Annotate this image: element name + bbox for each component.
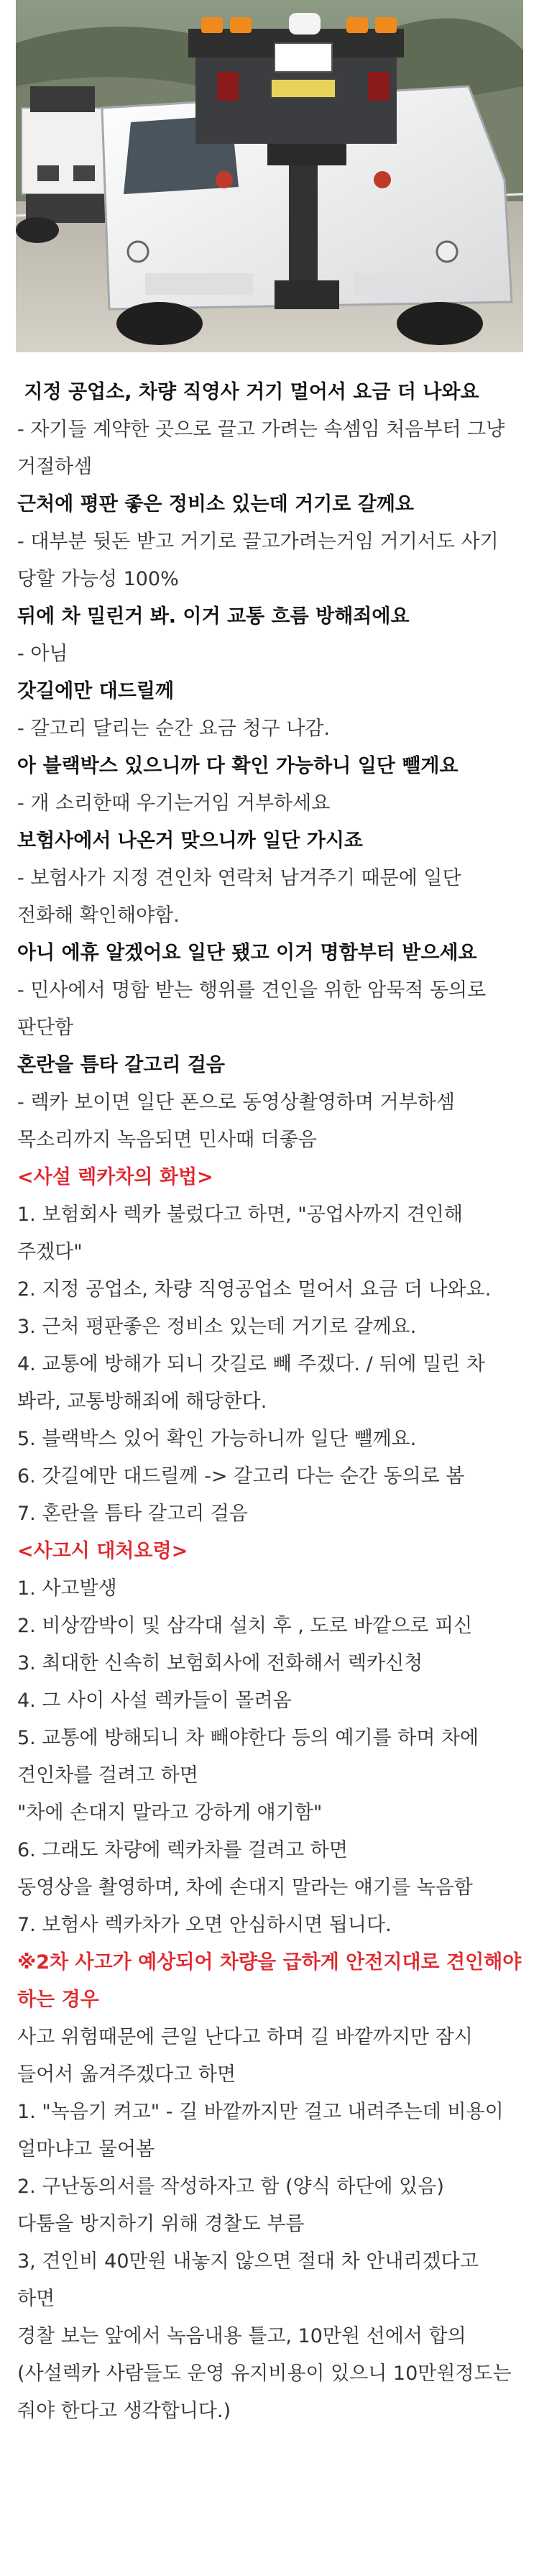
text-line: 2. 구난동의서를 작성하자고 함 (양식 하단에 있음) [17,2176,444,2198]
text-line: - 아님 [17,643,68,665]
tow-phrase-line: 지정 공업소, 차량 직영사 거기 멀어서 요금 더 나와요 [17,381,479,403]
text-line: 7. 보험사 렉카차가 오면 안심하시면 됩니다. [17,1914,392,1936]
tow-phrase-line: 근처에 평판 좋은 정비소 있는데 거기로 갈께요 [17,493,414,515]
text-line: 6. 갓길에만 대드릴께 -> 갈고리 다는 순간 동의로 봄 [17,1465,465,1488]
section-heading: <사설 렉카차의 화법> [17,1166,213,1188]
tow-phrase-line: 갓길에만 대드릴께 [17,680,175,702]
tow-phrase-line: 아 블랙박스 있으니까 다 확인 가능하니 일단 뺄게요 [17,755,459,777]
text-line: 4. 교통에 방해가 되니 갓길로 빼 주겠다. / 뒤에 밀린 차 봐라, 교통방해죄에 해당한다. [17,1353,492,1413]
text-line: 3, 견인비 40만원 내놓지 않으면 절대 차 안내리겠다고 하면 [17,2250,485,2310]
text-line: - 개 소리한때 우기는거임 거부하세요 [17,792,331,815]
text-line: 2. 지정 공업소, 차량 직영공업소 멀어서 요금 더 나와요. [17,1278,492,1301]
text-line: 5. 블랙박스 있어 확인 가능하니까 일단 뺄께요. [17,1428,417,1450]
section-heading: <사고시 대처요령> [17,1540,188,1562]
text-line: 6. 그래도 차량에 렉카차를 걸려고 하면 [17,1839,348,1861]
text-line: 2. 비상깜박이 및 삼각대 설치 후 , 도로 바깥으로 피신 [17,1615,473,1637]
text-line: 경찰 보는 앞에서 녹음내용 틀고, 10만원 선에서 합의 [17,2325,466,2347]
text-line: 3. 근처 평판좋은 정비소 있는데 거기로 갈께요. [17,1316,417,1338]
tow-phrase-line: 혼란을 틈타 갈고리 걸음 [17,1054,226,1076]
text-line: 4. 그 사이 사설 렉카들이 몰려옴 [17,1690,292,1712]
tow-phrase-line: 뒤에 차 밀린거 봐. 이거 교통 흐름 방해죄에요 [17,605,410,628]
text-line: 1. 사고발생 [17,1577,117,1600]
article-body [17,374,528,2430]
text-line: - 보험사가 지정 견인차 연락처 남겨주기 때문에 일단 전화해 확인해야함. [17,867,468,927]
section-heading: ※2차 사고가 예상되어 차량을 급하게 안전지대로 견인해야 하는 경우 [17,1951,528,2011]
text-line: 1. "녹음기 켜고" - 길 바깥까지만 걸고 내려주는데 비용이 얼마냐고 물어봄 [17,2101,510,2160]
text-line: - 자기들 계약한 곳으로 끌고 가려는 속셈임 처음부터 그냥 거절하셈 [17,418,511,478]
text-line: (사설렉카 사람들도 운영 유지비용이 있으니 10만원정도는 줘야 한다고 생각합니다.) [17,2362,518,2422]
text-line: - 민사에서 명함 받는 행위를 견인을 위한 암묵적 동의로 판단함 [17,979,492,1039]
text-line: 1. 보험회사 렉카 불렀다고 하면, "공업사까지 견인해 주겠다" [17,1204,469,1263]
text-line: 사고 위험때문에 큰일 난다고 하며 길 바깥까지만 잠시 들어서 옮겨주겠다고 하면 [17,2026,479,2086]
text-line: - 갈고리 달리는 순간 요금 청구 나감. [17,718,330,740]
text-line: 동영상을 촬영하며, 차에 손대지 말라는 얘기를 녹음함 [17,1876,473,1899]
text-line: 3. 최대한 신속히 보험회사에 전화해서 렉카신청 [17,1652,423,1674]
text-line: 5. 교통에 방해되니 차 빼야한다 등의 예기를 하며 차에 견인차를 걸려고 하면 [17,1727,485,1787]
tow-phrase-line: 아니 에휴 알겠어요 일단 됐고 이거 명함부터 받으세요 [17,942,477,964]
text-line: - 렉카 보이면 일단 폰으로 동영상촬영하며 거부하셈 목소리까지 녹음되면 민사때 더좋음 [17,1091,461,1151]
text-line: "차에 손대지 말라고 강하게 얘기함" [17,1802,323,1824]
text-line: 다툼을 방지하기 위해 경찰도 부름 [17,2213,305,2235]
text-line: - 대부분 뒷돈 받고 거기로 끌고가려는거임 거기서도 사기 당할 가능성 100% [17,531,505,590]
text-line: 7. 혼란을 틈타 갈고리 걸음 [17,1503,248,1525]
tow-truck-photo [16,0,523,352]
tow-phrase-line: 보험사에서 나온거 맞으니까 일단 가시죠 [17,830,363,852]
